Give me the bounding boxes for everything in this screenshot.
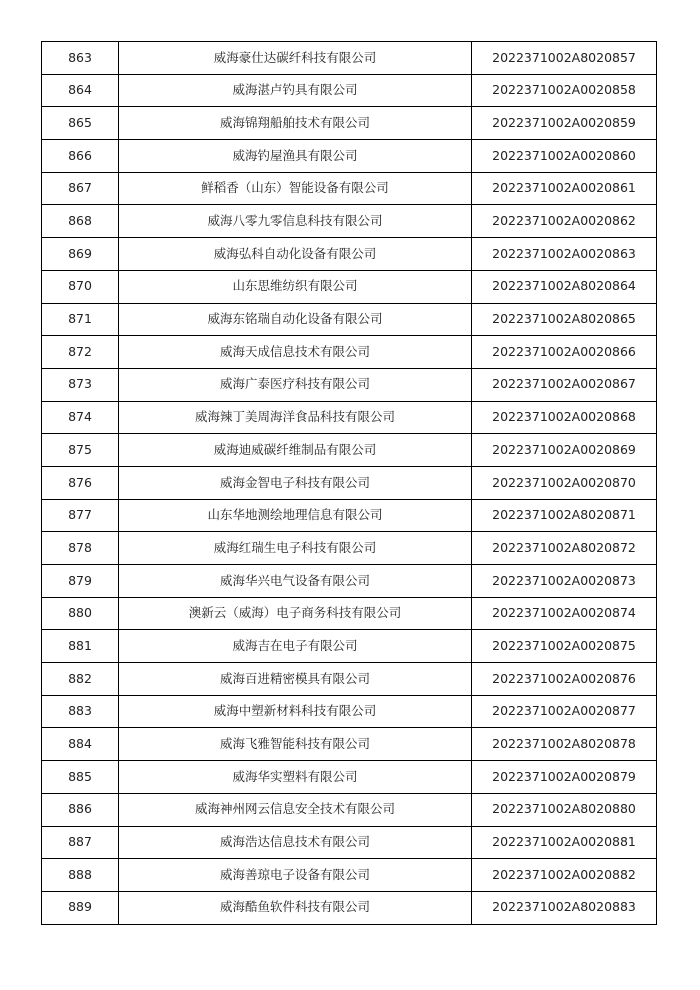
registration-code-cell: 2022371002A0020866 [472,336,657,369]
table-row [42,793,657,826]
table-row [42,172,657,205]
row-number-cell: 867 [42,172,119,205]
company-name-cell: 威海豪仕达碳纤科技有限公司 [119,42,472,75]
row-number-cell: 876 [42,466,119,499]
company-name-cell: 威海飞雅智能科技有限公司 [119,728,472,761]
row-number-cell: 887 [42,826,119,859]
company-name-cell: 威海钓屋渔具有限公司 [119,140,472,173]
company-name-cell: 威海酷鱼软件科技有限公司 [119,891,472,924]
table-row [42,826,657,859]
company-name-cell: 山东华地测绘地理信息有限公司 [119,499,472,532]
table-row [42,42,657,75]
registration-code-cell: 2022371002A0020860 [472,140,657,173]
company-name-cell: 山东思维纺织有限公司 [119,270,472,303]
registration-code-cell: 2022371002A8020871 [472,499,657,532]
row-number-cell: 873 [42,368,119,401]
row-number-cell: 883 [42,695,119,728]
registration-code-cell: 2022371002A8020865 [472,303,657,336]
registration-code-cell: 2022371002A0020873 [472,565,657,598]
company-name-cell: 威海天成信息技术有限公司 [119,336,472,369]
registration-code-cell: 2022371002A0020867 [472,368,657,401]
row-number-cell: 879 [42,565,119,598]
row-number-cell: 864 [42,74,119,107]
company-name-cell: 威海八零九零信息科技有限公司 [119,205,472,238]
table-row [42,238,657,271]
table-row [42,761,657,794]
company-name-cell: 威海红瑞生电子科技有限公司 [119,532,472,565]
row-number-cell: 877 [42,499,119,532]
row-number-cell: 870 [42,270,119,303]
row-number-cell: 878 [42,532,119,565]
row-number-cell: 875 [42,434,119,467]
row-number-cell: 868 [42,205,119,238]
table-row [42,107,657,140]
registration-code-cell: 2022371002A8020864 [472,270,657,303]
table-row [42,565,657,598]
company-name-cell: 威海百进精密模具有限公司 [119,663,472,696]
company-name-cell: 威海广泰医疗科技有限公司 [119,368,472,401]
company-name-cell: 威海辣丁美周海洋食品科技有限公司 [119,401,472,434]
table-row [42,466,657,499]
registration-code-cell: 2022371002A0020869 [472,434,657,467]
table-row [42,368,657,401]
company-name-cell: 威海锦翔船舶技术有限公司 [119,107,472,140]
registration-code-cell: 2022371002A0020879 [472,761,657,794]
row-number-cell: 869 [42,238,119,271]
table-row [42,336,657,369]
company-name-cell: 威海金智电子科技有限公司 [119,466,472,499]
company-name-cell: 威海迪威碳纤维制品有限公司 [119,434,472,467]
company-name-cell: 威海神州网云信息安全技术有限公司 [119,793,472,826]
company-name-cell: 威海华兴电气设备有限公司 [119,565,472,598]
table-row [42,532,657,565]
table-row [42,401,657,434]
company-name-cell: 威海东铭瑞自动化设备有限公司 [119,303,472,336]
registration-code-cell: 2022371002A0020877 [472,695,657,728]
registration-code-cell: 2022371002A0020861 [472,172,657,205]
table-row [42,434,657,467]
table-row [42,597,657,630]
table-row [42,74,657,107]
row-number-cell: 884 [42,728,119,761]
registration-code-cell: 2022371002A8020883 [472,891,657,924]
table-row [42,303,657,336]
row-number-cell: 866 [42,140,119,173]
registration-code-cell: 2022371002A8020872 [472,532,657,565]
company-name-cell: 威海浩达信息技术有限公司 [119,826,472,859]
table-row [42,728,657,761]
company-name-cell: 威海吉在电子有限公司 [119,630,472,663]
row-number-cell: 865 [42,107,119,140]
table-row [42,663,657,696]
row-number-cell: 881 [42,630,119,663]
registration-code-cell: 2022371002A0020858 [472,74,657,107]
company-name-cell: 威海中塑新材料科技有限公司 [119,695,472,728]
table-row [42,270,657,303]
registration-code-cell: 2022371002A0020870 [472,466,657,499]
registration-code-cell: 2022371002A0020862 [472,205,657,238]
table-row [42,205,657,238]
table-row [42,499,657,532]
company-name-cell: 威海弘科自动化设备有限公司 [119,238,472,271]
registration-code-cell: 2022371002A0020874 [472,597,657,630]
company-name-cell: 威海华实塑料有限公司 [119,761,472,794]
row-number-cell: 886 [42,793,119,826]
company-name-cell: 威海善琼电子设备有限公司 [119,859,472,892]
row-number-cell: 889 [42,891,119,924]
registration-code-cell: 2022371002A8020880 [472,793,657,826]
table-row [42,859,657,892]
table-body [42,42,657,925]
registration-code-cell: 2022371002A0020863 [472,238,657,271]
registration-code-cell: 2022371002A0020868 [472,401,657,434]
company-name-cell: 澳新云（威海）电子商务科技有限公司 [119,597,472,630]
row-number-cell: 872 [42,336,119,369]
table-row [42,695,657,728]
registration-code-cell: 2022371002A8020878 [472,728,657,761]
registration-code-cell: 2022371002A0020875 [472,630,657,663]
row-number-cell: 888 [42,859,119,892]
registration-code-cell: 2022371002A0020881 [472,826,657,859]
registration-code-cell: 2022371002A8020857 [472,42,657,75]
table-row [42,630,657,663]
row-number-cell: 863 [42,42,119,75]
company-name-cell: 鲜稻香（山东）智能设备有限公司 [119,172,472,205]
company-registry-table [41,41,657,925]
registration-code-cell: 2022371002A0020876 [472,663,657,696]
table-row [42,891,657,924]
table-row [42,140,657,173]
row-number-cell: 885 [42,761,119,794]
row-number-cell: 880 [42,597,119,630]
row-number-cell: 874 [42,401,119,434]
registration-code-cell: 2022371002A0020859 [472,107,657,140]
row-number-cell: 882 [42,663,119,696]
company-name-cell: 威海湛卢钓具有限公司 [119,74,472,107]
registration-code-cell: 2022371002A0020882 [472,859,657,892]
row-number-cell: 871 [42,303,119,336]
